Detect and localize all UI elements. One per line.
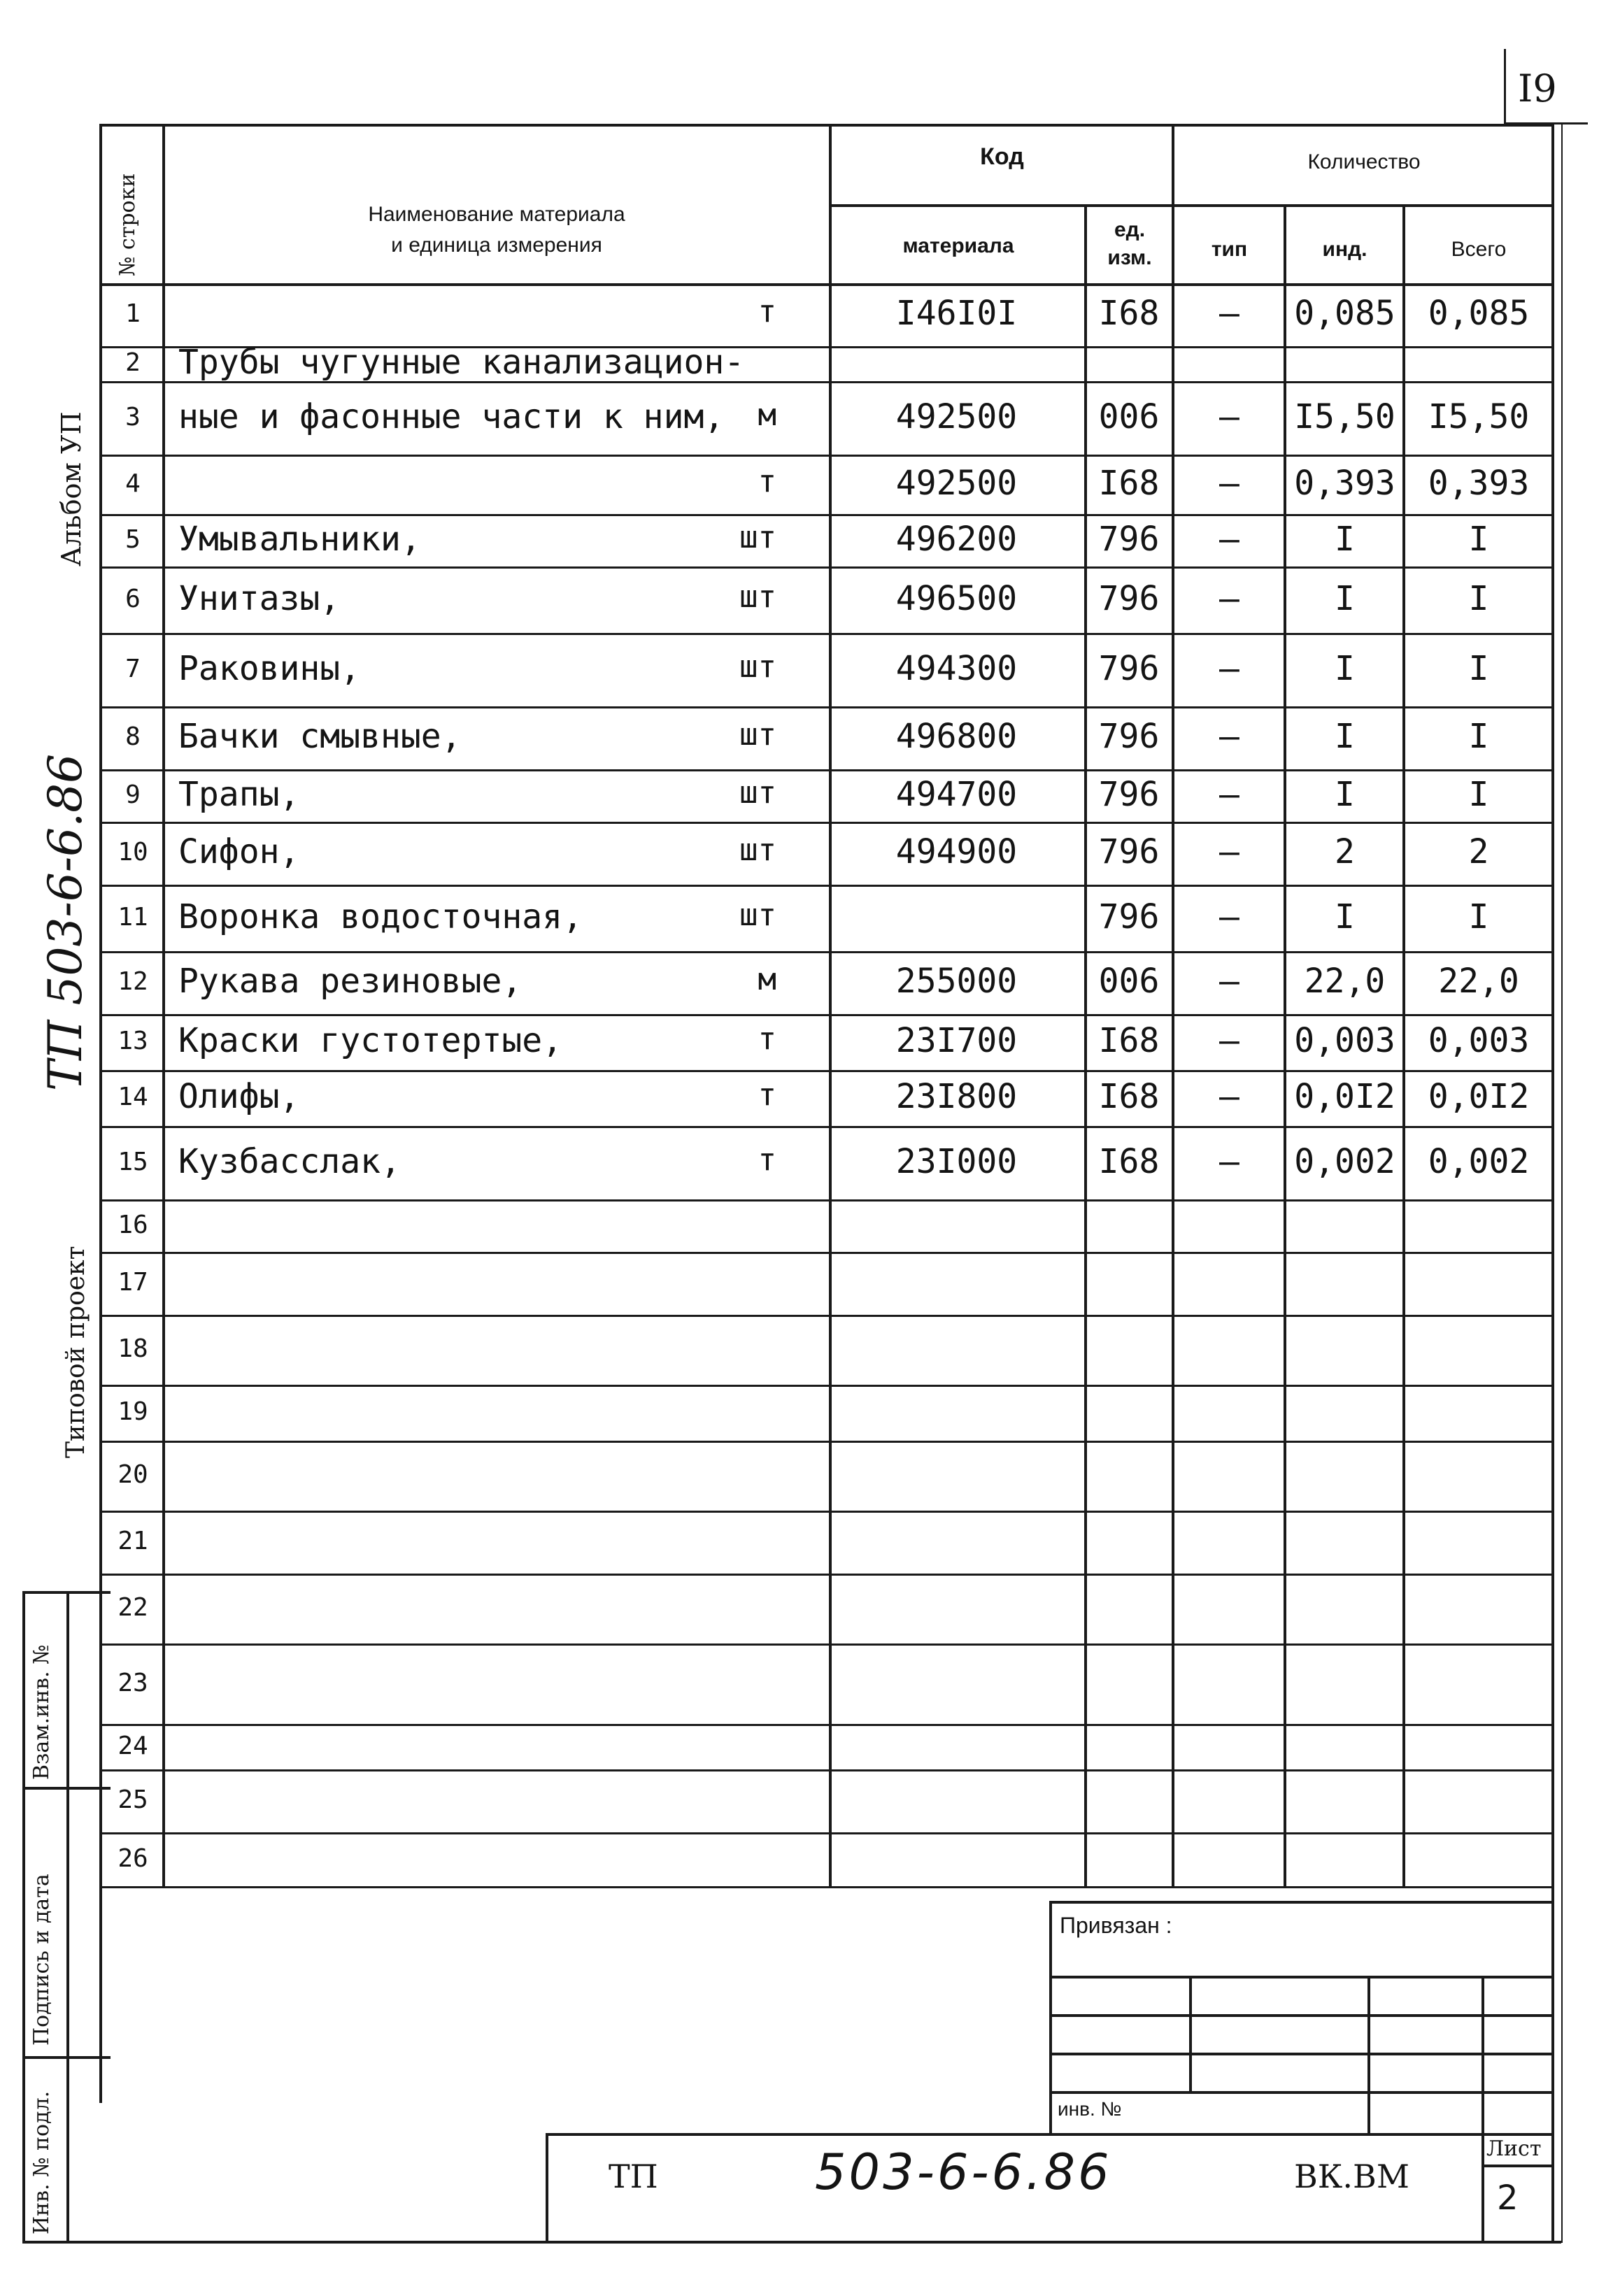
row-code: 23I700 bbox=[895, 1021, 1018, 1060]
row-unit: т bbox=[758, 1141, 776, 1178]
row-separator bbox=[99, 1441, 1554, 1443]
title-doc-code: ВК.ВМ bbox=[1294, 2158, 1409, 2195]
row-ind: 0,003 bbox=[1294, 1021, 1395, 1060]
row-separator bbox=[99, 822, 1554, 824]
row-name: Воронка водосточная, bbox=[178, 897, 583, 936]
row-number: 5 bbox=[125, 525, 141, 554]
row-ind: I bbox=[1335, 717, 1355, 756]
row-code: 255000 bbox=[895, 962, 1018, 1001]
row-separator bbox=[99, 1070, 1554, 1072]
header-qty-ind: инд. bbox=[1322, 238, 1367, 261]
row-name: Бачки смывные, bbox=[178, 717, 462, 756]
row-separator bbox=[99, 455, 1554, 457]
side-replaces-inv: Взам.инв. № bbox=[29, 1644, 54, 1780]
header-name-line1: Наименование материала bbox=[368, 203, 625, 226]
row-name: Кузбасслак, bbox=[178, 1141, 401, 1181]
row-total: 22,0 bbox=[1438, 962, 1519, 1001]
row-unit: шт bbox=[739, 519, 776, 555]
row-separator bbox=[99, 1252, 1554, 1254]
row-ind: 0,393 bbox=[1294, 463, 1395, 503]
row-ind: 0,085 bbox=[1294, 294, 1395, 333]
row-type: – bbox=[1219, 648, 1239, 688]
row-number: 17 bbox=[118, 1268, 148, 1297]
row-meas: 796 bbox=[1098, 578, 1160, 618]
row-separator bbox=[99, 566, 1554, 569]
row-total: 2 bbox=[1468, 832, 1489, 871]
row-total: I bbox=[1468, 578, 1489, 618]
row-total: I bbox=[1468, 717, 1489, 756]
row-total: I5,50 bbox=[1428, 397, 1530, 436]
row-type: – bbox=[1219, 463, 1239, 503]
row-code: 492500 bbox=[895, 397, 1018, 436]
row-number: 12 bbox=[118, 967, 148, 996]
row-name: Унитазы, bbox=[178, 578, 341, 618]
row-unit: т bbox=[758, 294, 776, 329]
title-tp: ТП bbox=[609, 2158, 658, 2195]
row-number: 16 bbox=[118, 1210, 148, 1239]
header-unit-line1: ед. bbox=[1114, 218, 1146, 241]
row-code: 496800 bbox=[895, 717, 1018, 756]
row-number: 14 bbox=[118, 1083, 148, 1111]
row-separator bbox=[99, 514, 1554, 516]
row-unit: шт bbox=[739, 717, 776, 753]
title-project-number: 503-6-6.86 bbox=[815, 2144, 1112, 2201]
row-separator bbox=[99, 1886, 1554, 1888]
side-handwritten-code: ТП 503-6-6.86 bbox=[38, 753, 92, 1091]
row-type: – bbox=[1219, 962, 1239, 1001]
header-row-number: № строки bbox=[115, 173, 140, 276]
row-unit: шт bbox=[739, 648, 776, 685]
row-meas: 796 bbox=[1098, 519, 1160, 559]
row-ind: 22,0 bbox=[1304, 962, 1386, 1001]
row-meas: I68 bbox=[1098, 1077, 1160, 1116]
row-code: 494300 bbox=[895, 648, 1018, 688]
stamp-inv-no: инв. № bbox=[1058, 2098, 1122, 2120]
header-qty-total: Всего bbox=[1451, 238, 1507, 261]
row-separator bbox=[99, 1014, 1554, 1016]
row-number: 22 bbox=[118, 1593, 148, 1622]
row-type: – bbox=[1219, 397, 1239, 436]
row-separator bbox=[99, 1315, 1554, 1317]
row-name: Трубы чугунные канализацион- bbox=[178, 343, 745, 382]
row-type: – bbox=[1219, 294, 1239, 333]
row-ind: I5,50 bbox=[1294, 397, 1395, 436]
row-number: 1 bbox=[125, 299, 141, 328]
row-unit: шт bbox=[739, 774, 776, 811]
row-separator bbox=[99, 1769, 1554, 1771]
row-number: 19 bbox=[118, 1397, 148, 1426]
row-type: – bbox=[1219, 1141, 1239, 1181]
row-number: 26 bbox=[118, 1844, 148, 1873]
row-separator bbox=[99, 769, 1554, 771]
row-number: 6 bbox=[125, 584, 141, 613]
row-number: 9 bbox=[125, 780, 141, 809]
corner-sheet-number: I9 bbox=[1518, 66, 1557, 110]
row-code: 496200 bbox=[895, 519, 1018, 559]
row-total: I bbox=[1468, 897, 1489, 936]
row-separator bbox=[99, 1724, 1554, 1726]
row-name: Сифон, bbox=[178, 832, 300, 871]
header-unit-line2: изм. bbox=[1107, 246, 1152, 269]
row-meas: 796 bbox=[1098, 717, 1160, 756]
title-sheet-label: Лист bbox=[1486, 2137, 1542, 2161]
row-meas: 796 bbox=[1098, 832, 1160, 871]
row-number: 25 bbox=[118, 1785, 148, 1814]
row-code: 492500 bbox=[895, 463, 1018, 503]
row-total: 0,003 bbox=[1428, 1021, 1530, 1060]
row-meas: I68 bbox=[1098, 294, 1160, 333]
header-code-material: материала bbox=[902, 234, 1014, 257]
header-quantity: Количество bbox=[1307, 150, 1421, 173]
row-ind: I bbox=[1335, 519, 1355, 559]
row-ind: 0,002 bbox=[1294, 1141, 1395, 1181]
row-total: 0,393 bbox=[1428, 463, 1530, 503]
row-total: 0,002 bbox=[1428, 1141, 1530, 1181]
row-separator bbox=[99, 951, 1554, 953]
row-number: 13 bbox=[118, 1027, 148, 1055]
row-number: 23 bbox=[118, 1668, 148, 1697]
row-code: 496500 bbox=[895, 578, 1018, 618]
row-number: 3 bbox=[125, 402, 141, 432]
row-type: – bbox=[1219, 774, 1239, 814]
row-number: 4 bbox=[125, 469, 141, 498]
row-number: 8 bbox=[125, 722, 141, 751]
row-number: 2 bbox=[125, 348, 141, 377]
row-separator bbox=[99, 885, 1554, 887]
row-type: – bbox=[1219, 578, 1239, 618]
side-album-label: Альбом УП bbox=[56, 411, 87, 566]
row-total: I bbox=[1468, 774, 1489, 814]
row-meas: I68 bbox=[1098, 463, 1160, 503]
row-number: 18 bbox=[118, 1334, 148, 1363]
row-meas: 006 bbox=[1098, 397, 1160, 436]
row-type: – bbox=[1219, 897, 1239, 936]
row-code: 494900 bbox=[895, 832, 1018, 871]
side-sign-date: Подпись и дата bbox=[29, 1874, 54, 2046]
row-ind: I bbox=[1335, 774, 1355, 814]
row-type: – bbox=[1219, 832, 1239, 871]
row-name: Раковины, bbox=[178, 648, 361, 688]
row-name: Олифы, bbox=[178, 1077, 300, 1116]
row-number: 7 bbox=[125, 654, 141, 683]
row-ind: 0,0I2 bbox=[1294, 1077, 1395, 1116]
row-name: Рукава резиновые, bbox=[178, 962, 523, 1001]
row-ind: I bbox=[1335, 648, 1355, 688]
row-meas: 796 bbox=[1098, 897, 1160, 936]
row-name: ные и фасонные части к ним, bbox=[178, 397, 725, 436]
row-type: — bbox=[1219, 1077, 1239, 1116]
row-separator bbox=[99, 1832, 1554, 1834]
row-name: Краски густотертые, bbox=[178, 1021, 563, 1060]
row-number: 24 bbox=[118, 1731, 148, 1760]
row-meas: 796 bbox=[1098, 774, 1160, 814]
row-total: I bbox=[1468, 648, 1489, 688]
row-ind: I bbox=[1335, 578, 1355, 618]
row-code: 23I000 bbox=[895, 1141, 1018, 1181]
row-unit: шт bbox=[739, 897, 776, 933]
row-unit: шт bbox=[739, 578, 776, 615]
header-name-line2: и единица измерения bbox=[391, 234, 602, 257]
row-separator bbox=[99, 633, 1554, 635]
row-unit: шт bbox=[739, 832, 776, 868]
stamp-bound-to: Привязан : bbox=[1060, 1913, 1172, 1938]
row-separator bbox=[99, 1199, 1554, 1202]
row-number: 21 bbox=[118, 1527, 148, 1555]
row-total: 0,0I2 bbox=[1428, 1077, 1530, 1116]
row-meas: 796 bbox=[1098, 648, 1160, 688]
row-total: 0,085 bbox=[1428, 294, 1530, 333]
row-type: – bbox=[1219, 1021, 1239, 1060]
row-unit: т bbox=[758, 1077, 776, 1113]
row-code: I46I0I bbox=[895, 294, 1018, 333]
header-code: Код bbox=[980, 143, 1024, 170]
row-total: I bbox=[1468, 519, 1489, 559]
row-separator bbox=[99, 1511, 1554, 1513]
row-number: 20 bbox=[118, 1460, 148, 1489]
row-separator bbox=[99, 706, 1554, 708]
row-unit: т bbox=[758, 1021, 776, 1057]
side-inv-orig: Инв. № подл. bbox=[29, 2090, 54, 2234]
row-separator bbox=[99, 1574, 1554, 1576]
row-meas: I68 bbox=[1098, 1141, 1160, 1181]
header-qty-type: тип bbox=[1211, 238, 1248, 261]
row-number: 15 bbox=[118, 1147, 148, 1176]
row-unit: м bbox=[758, 962, 776, 997]
side-typical-project: Типовой проект bbox=[62, 1246, 90, 1458]
table-top-border bbox=[99, 124, 1554, 127]
row-unit: т bbox=[758, 463, 776, 499]
row-meas: 006 bbox=[1098, 962, 1160, 1001]
row-separator bbox=[99, 1643, 1554, 1646]
row-ind: 2 bbox=[1335, 832, 1355, 871]
row-unit: м bbox=[758, 397, 776, 433]
row-code: 23I800 bbox=[895, 1077, 1018, 1116]
title-sheet-number: 2 bbox=[1497, 2179, 1519, 2218]
row-separator bbox=[99, 1126, 1554, 1128]
row-number: 11 bbox=[118, 902, 148, 932]
row-type: – bbox=[1219, 519, 1239, 559]
header-bottom-border bbox=[99, 283, 1554, 286]
row-meas: I68 bbox=[1098, 1021, 1160, 1060]
row-ind: I bbox=[1335, 897, 1355, 936]
row-type: – bbox=[1219, 717, 1239, 756]
row-name: Умывальники, bbox=[178, 519, 421, 559]
row-name: Трапы, bbox=[178, 774, 300, 814]
row-number: 10 bbox=[118, 838, 148, 867]
row-separator bbox=[99, 1385, 1554, 1387]
row-code: 494700 bbox=[895, 774, 1018, 814]
